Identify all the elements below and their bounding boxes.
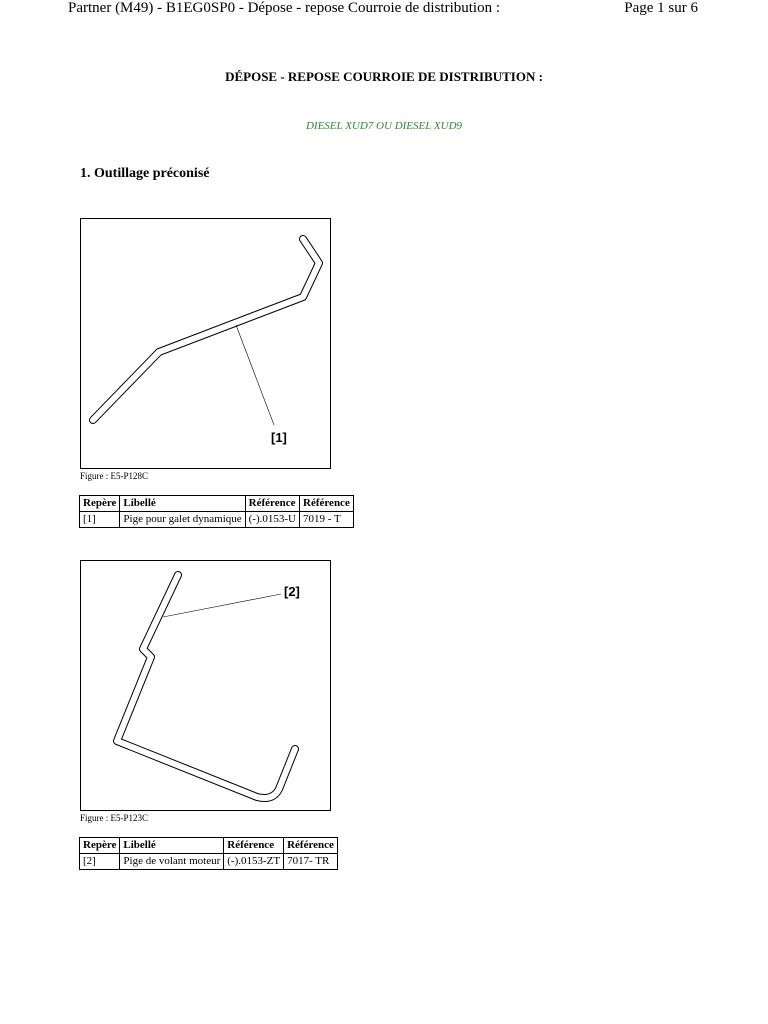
table-cell: Pige de volant moteur [120, 854, 224, 870]
figure-1-caption: Figure : E5-P128C [80, 471, 149, 481]
table-header-cell: Repère [80, 496, 120, 512]
table-header-row [80, 496, 354, 512]
table-row [80, 854, 338, 870]
figure-1 [80, 218, 331, 469]
table-cell: Pige pour galet dynamique [120, 512, 245, 528]
tool-drawing-galet-pin [81, 219, 330, 468]
document-title: DÉPOSE - REPOSE COURROIE DE DISTRIBUTION : [225, 69, 543, 84]
table-cell: [2] [80, 854, 120, 870]
table-header-cell: Référence [245, 496, 299, 512]
tool-table-1 [79, 495, 354, 528]
table-row [80, 512, 354, 528]
callout-leader [163, 594, 281, 617]
table-header-row [80, 838, 338, 854]
page-header-title: Partner (M49) - B1EG0SP0 - Dépose - repose Courroie de distribution : [68, 0, 501, 16]
figure-2-caption: Figure : E5-P123C [80, 813, 149, 823]
table-header-cell: Référence [300, 496, 354, 512]
table-cell: 7019 - T [300, 512, 354, 528]
table-cell: 7017- TR [284, 854, 338, 870]
callout-label-1: [1] [271, 430, 287, 445]
figure-2 [80, 560, 331, 811]
table-header-cell: Repère [80, 838, 120, 854]
table-header-cell: Libellé [120, 496, 245, 512]
table-header-cell: Libellé [120, 838, 224, 854]
section-heading: 1. Outillage préconisé [80, 166, 210, 181]
table-header-cell: Référence [224, 838, 284, 854]
tool-drawing-flywheel-pin [81, 561, 330, 810]
page-number: Page 1 sur 6 [624, 0, 698, 16]
table-cell: (-).0153-U [245, 512, 299, 528]
table-cell: [1] [80, 512, 120, 528]
table-header-cell: Référence [284, 838, 338, 854]
callout-label-2: [2] [284, 584, 300, 599]
callout-leader [236, 325, 274, 425]
engine-variant-subtitle: DIESEL XUD7 OU DIESEL XUD9 [305, 120, 463, 132]
table-cell: (-).0153-ZT [224, 854, 284, 870]
tool-table-2 [79, 837, 338, 870]
